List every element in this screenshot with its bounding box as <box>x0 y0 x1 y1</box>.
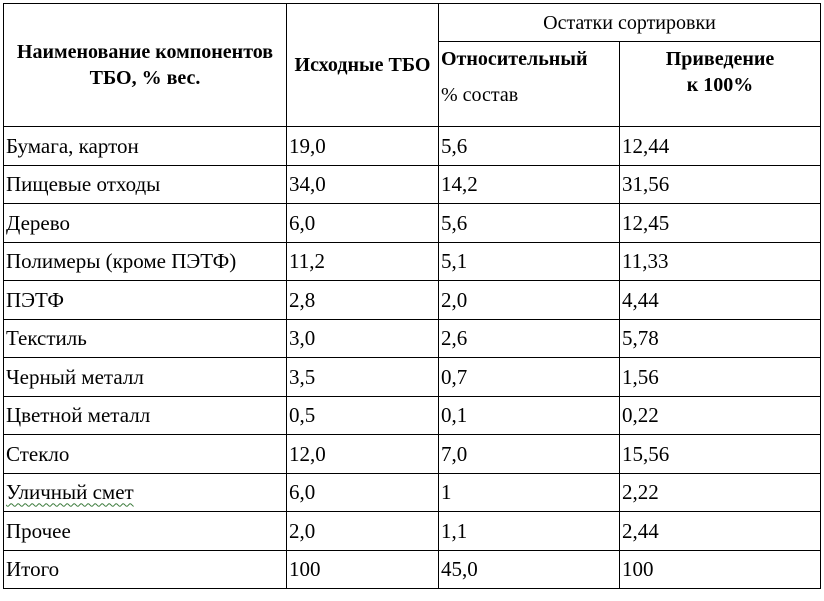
relative-value-cell: 1,1 <box>439 512 620 551</box>
header-relative-line2: % состав <box>441 84 519 106</box>
initial-value-cell: 34,0 <box>287 165 439 204</box>
component-name-cell: Текстиль <box>4 319 287 358</box>
component-name-cell: Дерево <box>4 204 287 243</box>
component-name-cell: ПЭТФ <box>4 281 287 320</box>
normalized-value-cell: 31,56 <box>620 165 821 204</box>
normalized-value-cell: 11,33 <box>620 242 821 281</box>
relative-value-cell: 0,7 <box>439 358 620 397</box>
normalized-value-cell: 0,22 <box>620 396 821 435</box>
component-name-cell: Итого <box>4 550 287 589</box>
normalized-value-cell: 1,56 <box>620 358 821 397</box>
initial-value-cell: 3,5 <box>287 358 439 397</box>
initial-value-cell: 19,0 <box>287 127 439 166</box>
table-row <box>4 435 821 474</box>
table-header <box>4 4 821 127</box>
initial-value-cell: 3,0 <box>287 319 439 358</box>
component-name-cell <box>4 473 287 512</box>
table-row <box>4 358 821 397</box>
table-row <box>4 473 821 512</box>
normalized-value-cell: 2,44 <box>620 512 821 551</box>
component-name-cell: Черный металл <box>4 358 287 397</box>
initial-value-cell: 12,0 <box>287 435 439 474</box>
header-relative-column <box>439 42 620 127</box>
relative-value-cell: 2,0 <box>439 281 620 320</box>
initial-value-cell: 2,8 <box>287 281 439 320</box>
waste-composition-table <box>3 3 821 589</box>
header-sorting-residue-group: Остатки сортировки <box>439 4 821 42</box>
header-initial-column: Исходные ТБО <box>287 4 439 127</box>
table-body <box>4 127 821 589</box>
table-row <box>4 396 821 435</box>
relative-value-cell: 14,2 <box>439 165 620 204</box>
header-normalized-line1: Приведение <box>665 48 775 70</box>
relative-value-cell: 5,6 <box>439 204 620 243</box>
relative-value-cell: 1 <box>439 473 620 512</box>
normalized-value-cell: 2,22 <box>620 473 821 512</box>
component-name-cell: Прочее <box>4 512 287 551</box>
relative-value-cell: 2,6 <box>439 319 620 358</box>
component-name-cell: Пищевые отходы <box>4 165 287 204</box>
normalized-value-cell: 4,44 <box>620 281 821 320</box>
table-row <box>4 281 821 320</box>
normalized-value-cell: 100 <box>620 550 821 589</box>
table-row <box>4 127 821 166</box>
table-row <box>4 165 821 204</box>
relative-value-cell: 7,0 <box>439 435 620 474</box>
initial-value-cell: 11,2 <box>287 242 439 281</box>
table-row <box>4 242 821 281</box>
normalized-value-cell: 12,44 <box>620 127 821 166</box>
header-name-column: Наименование компонентов ТБО, % вес. <box>4 4 287 127</box>
relative-value-cell: 5,6 <box>439 127 620 166</box>
component-name-cell: Полимеры (кроме ПЭТФ) <box>4 242 287 281</box>
normalized-value-cell: 15,56 <box>620 435 821 474</box>
table-row <box>4 319 821 358</box>
relative-value-cell: 45,0 <box>439 550 620 589</box>
table-row <box>4 204 821 243</box>
normalized-value-cell: 12,45 <box>620 204 821 243</box>
component-name-cell: Стекло <box>4 435 287 474</box>
component-name-cell: Цветной металл <box>4 396 287 435</box>
normalized-value-cell: 5,78 <box>620 319 821 358</box>
component-name-text: Уличный смет <box>6 480 134 505</box>
relative-value-cell: 0,1 <box>439 396 620 435</box>
initial-value-cell: 0,5 <box>287 396 439 435</box>
table-row-total <box>4 550 821 589</box>
header-normalized-line2: к 100% <box>686 74 754 96</box>
initial-value-cell: 2,0 <box>287 512 439 551</box>
initial-value-cell: 6,0 <box>287 204 439 243</box>
relative-value-cell: 5,1 <box>439 242 620 281</box>
initial-value-cell: 100 <box>287 550 439 589</box>
header-relative-line1: Относительный <box>441 48 588 70</box>
table-row <box>4 512 821 551</box>
header-normalized-column <box>620 42 821 127</box>
component-name-cell: Бумага, картон <box>4 127 287 166</box>
initial-value-cell: 6,0 <box>287 473 439 512</box>
